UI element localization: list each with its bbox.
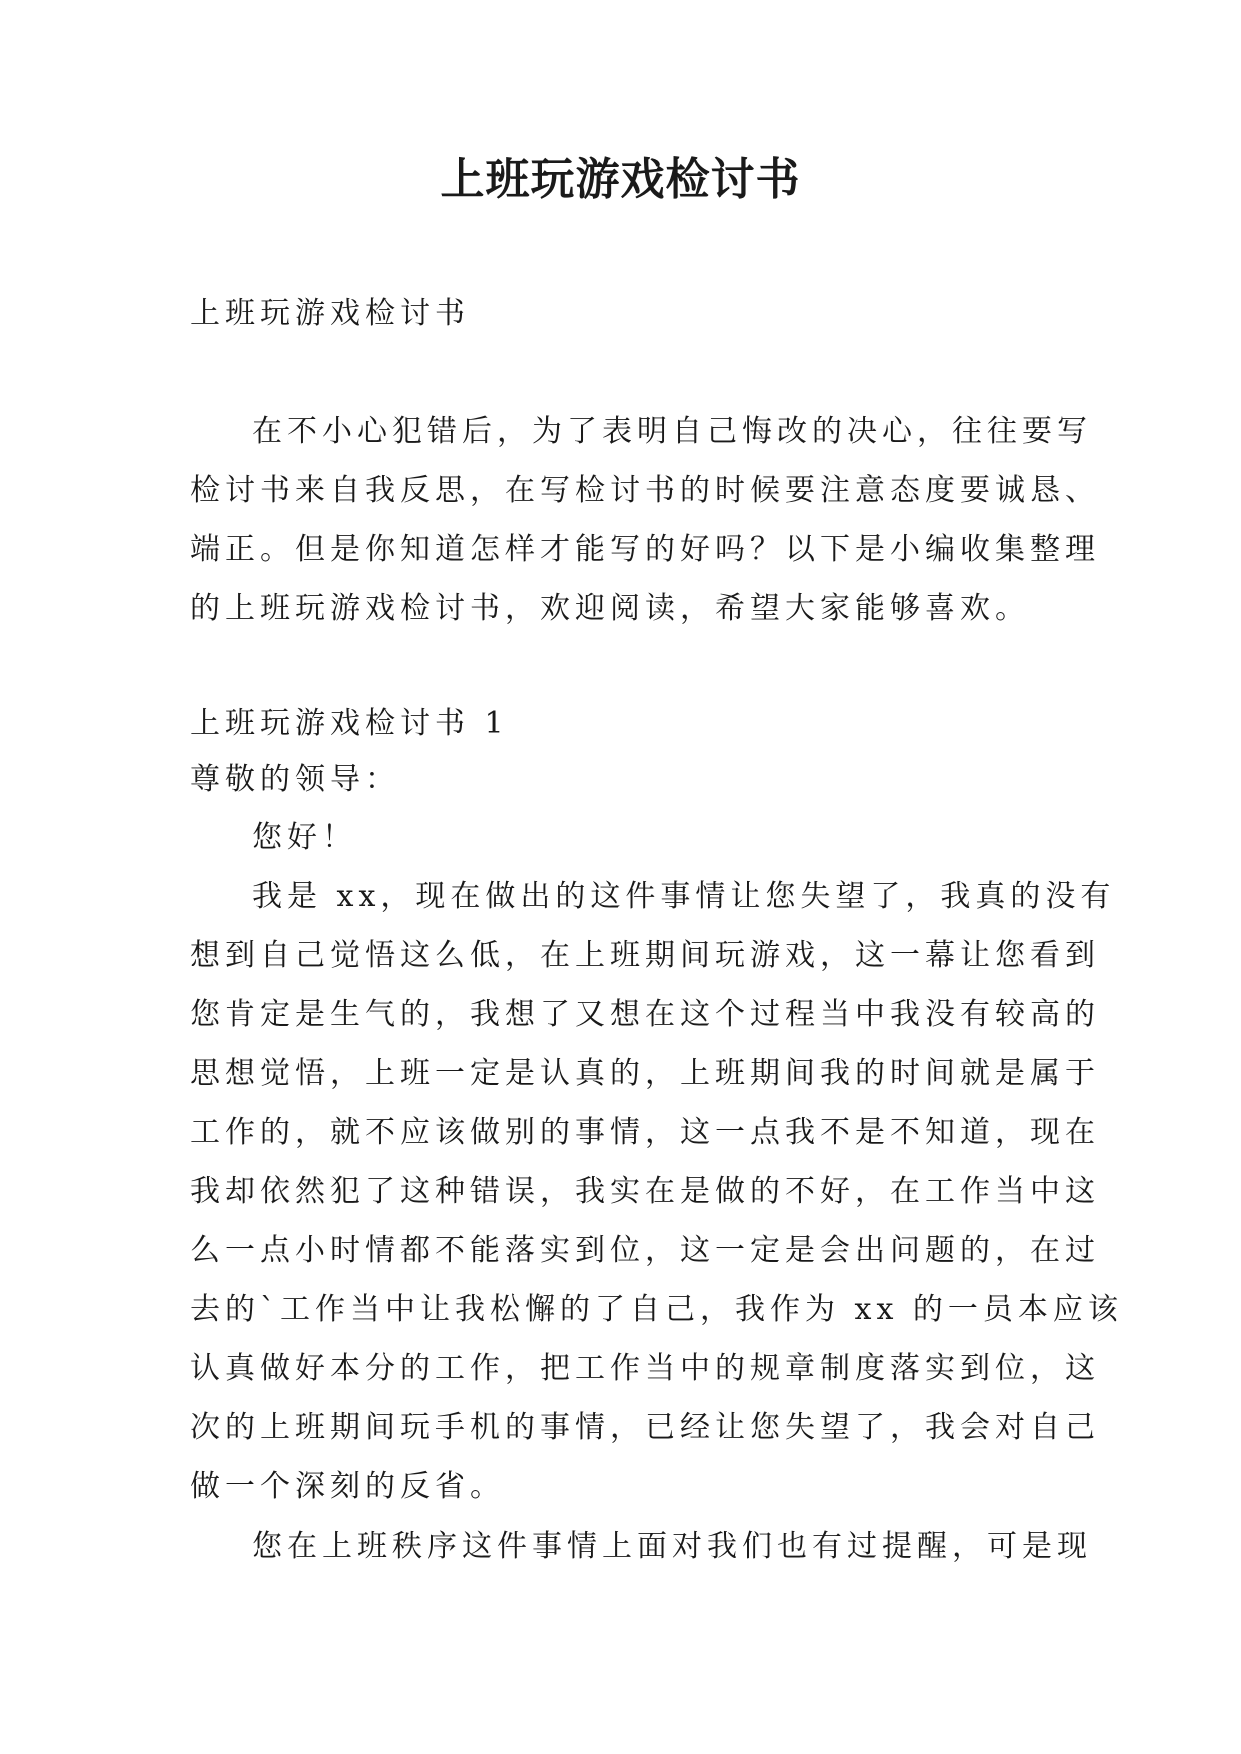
body-line: 去的`工作当中让我松懈的了自己，我作为 xx 的一员本应该 [190, 1292, 1123, 1327]
body-line: 么一点小时情都不能落实到位，这一定是会出问题的，在过 [190, 1233, 1100, 1268]
body-line: 我是 xx，现在做出的这件事情让您失望了，我真的没有 [252, 879, 1116, 914]
intro-line: 端正。但是你知道怎样才能写的好吗？以下是小编收集整理 [190, 532, 1100, 567]
intro-line: 在不小心犯错后，为了表明自己悔改的决心，往往要写 [252, 414, 1092, 449]
body-line: 做一个深刻的反省。 [190, 1469, 505, 1504]
body-line: 认真做好本分的工作，把工作当中的规章制度落实到位，这 [190, 1351, 1100, 1386]
document-title: 上班玩游戏检讨书 [440, 154, 801, 205]
body-line: 次的上班期间玩手机的事情，已经让您失望了，我会对自己 [190, 1410, 1100, 1445]
document-subtitle: 上班玩游戏检讨书 [190, 296, 470, 331]
body-line: 工作的，就不应该做别的事情，这一点我不是不知道，现在 [190, 1115, 1100, 1150]
body-line: 思想觉悟，上班一定是认真的，上班期间我的时间就是属于 [190, 1056, 1100, 1091]
body-line: 您在上班秩序这件事情上面对我们也有过提醒，可是现 [252, 1529, 1092, 1564]
salutation: 尊敬的领导： [190, 762, 400, 797]
section-heading: 上班玩游戏检讨书 1 [190, 706, 509, 741]
greeting: 您好！ [252, 820, 357, 855]
body-line: 想到自己觉悟这么低，在上班期间玩游戏，这一幕让您看到 [190, 938, 1100, 973]
body-line: 您肯定是生气的，我想了又想在这个过程当中我没有较高的 [190, 997, 1100, 1032]
intro-line: 检讨书来自我反思，在写检讨书的时候要注意态度要诚恳、 [190, 473, 1100, 508]
intro-line: 的上班玩游戏检讨书，欢迎阅读，希望大家能够喜欢。 [190, 591, 1030, 626]
body-line: 我却依然犯了这种错误，我实在是做的不好，在工作当中这 [190, 1174, 1100, 1209]
